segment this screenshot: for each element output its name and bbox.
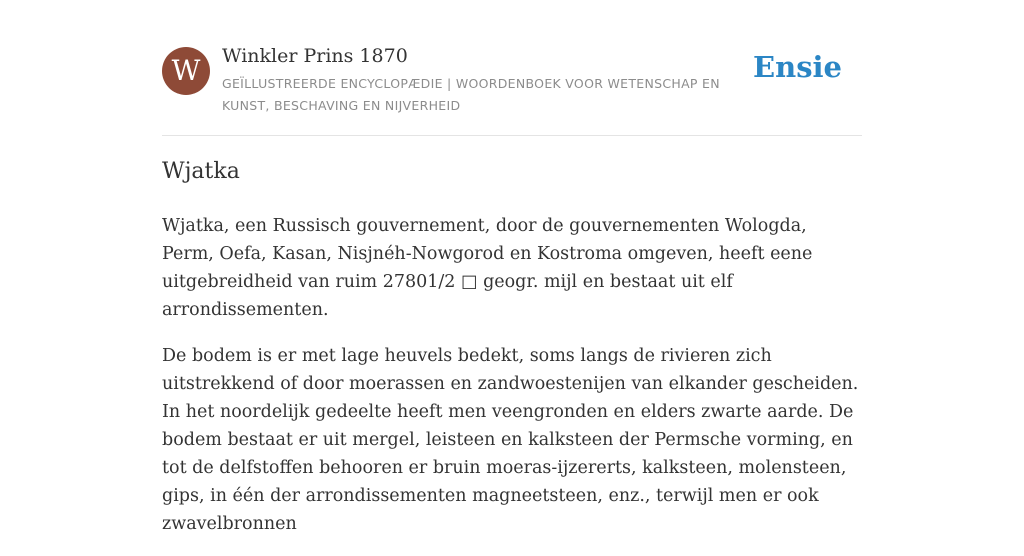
site-title[interactable]: Winkler Prins 1870 (222, 45, 408, 67)
article-paragraph: De bodem is er met lage heuvels bedekt, soms langs de rivieren zich uitstrekkend of door moerassen en zandwoestenijen van elkander gescheiden. In het noordelijk gedeelte heeft men veengronden en elders zwarte aarde. De bodem bestaat er uit mergel, leisteen en kalksteen der Permsche vorming, en tot de delfstoffen behooren er bruin moeras-ijzererts, kalksteen, molensteen, gips, in één der arrondissementen magneetsteen, enz., terwijl men er ook zwavelbronnen (162, 346, 859, 534)
site-header (162, 44, 862, 136)
site-subtitle: GEÏLLUSTREERDE ENCYCLOPÆDIE | WOORDENBOEK VOOR WETENSCHAP EN KUNST, BESCHAVING EN NIJVERHEID (222, 76, 720, 113)
header-divider (162, 135, 862, 136)
site-avatar[interactable]: W (162, 47, 210, 95)
article-title: Wjatka (162, 159, 240, 184)
ensie-logo-link[interactable]: Ensie (753, 50, 842, 84)
article-paragraph: Wjatka, een Russisch gouvernement, door de gouvernementen Wologda, Perm, Oefa, Kasan, Nisjnéh-Nowgorod en Kostroma omgeven, heeft eene uitgebreidheid van ruim 27801/2 □ geogr. mijl en bestaat uit elf arrondissementen. (162, 216, 813, 320)
article-body (162, 212, 864, 556)
